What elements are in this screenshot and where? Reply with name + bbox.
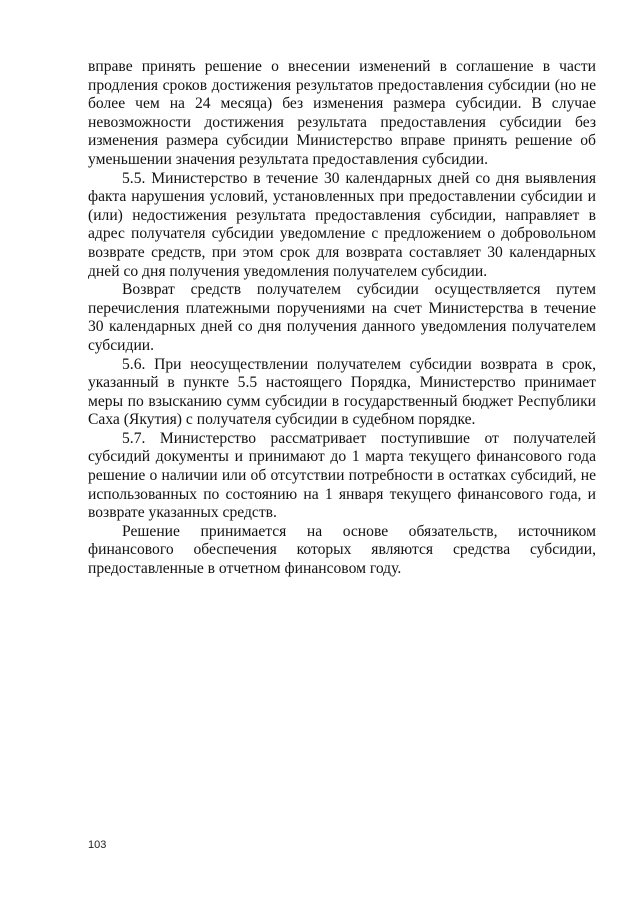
document-body (88, 58, 596, 579)
paragraph-refund: Возврат средств получателем субсидии осуществляется путем перечисления платежными поручениями на счет Министерства в течение 30 календарных дней со дня получения данного уведомления получателем субсидии. (88, 281, 596, 354)
paragraph-continuation: вправе принять решение о внесении изменений в соглашение в части продления сроков достижения результатов предоставления субсидии (но не более чем на 24 месяца) без изменения размера субсидии. В случае невозможности достижения результата предоставления субсидии без изменения размера субсидии Министерство вправе принять решение об уменьшении значения результата предоставления субсидии. (88, 58, 596, 168)
paragraph-5-6: 5.6. При неосуществлении получателем субсидии возврата в срок, указанный в пункте 5.5 настоящего Порядка, Министерство принимает меры по взысканию сумм субсидии в государственный бюджет Республики Саха (Якутия) с получателя субсидии в судебном порядке. (88, 355, 596, 429)
paragraph-decision: Решение принимается на основе обязательств, источником финансового обеспечения которых являются средства субсидии, предоставленные в отчетном финансовом году. (88, 522, 596, 578)
page-number: 103 (88, 839, 107, 851)
paragraph-5-5: 5.5. Министерство в течение 30 календарных дней со дня выявления факта нарушения условий, установленных при предоставлении субсидии и (или) недостижения результата предоставления субсидии, направляет в адрес получателя субсидии уведомление с предложением о добровольном возврате средств, при этом срок для возврата составляет 30 календарных дней со дня получения уведомления получателем субсидии. (88, 169, 596, 280)
paragraph-5-7: 5.7. Министерство рассматривает поступившие от получателей субсидий документы и принимают до 1 марта текущего финансового года решение о наличии или об отсутствии потребности в остатках субсидий, не использованных по состоянию на 1 января текущего финансового года, и возврате указанных средств. (88, 429, 596, 522)
